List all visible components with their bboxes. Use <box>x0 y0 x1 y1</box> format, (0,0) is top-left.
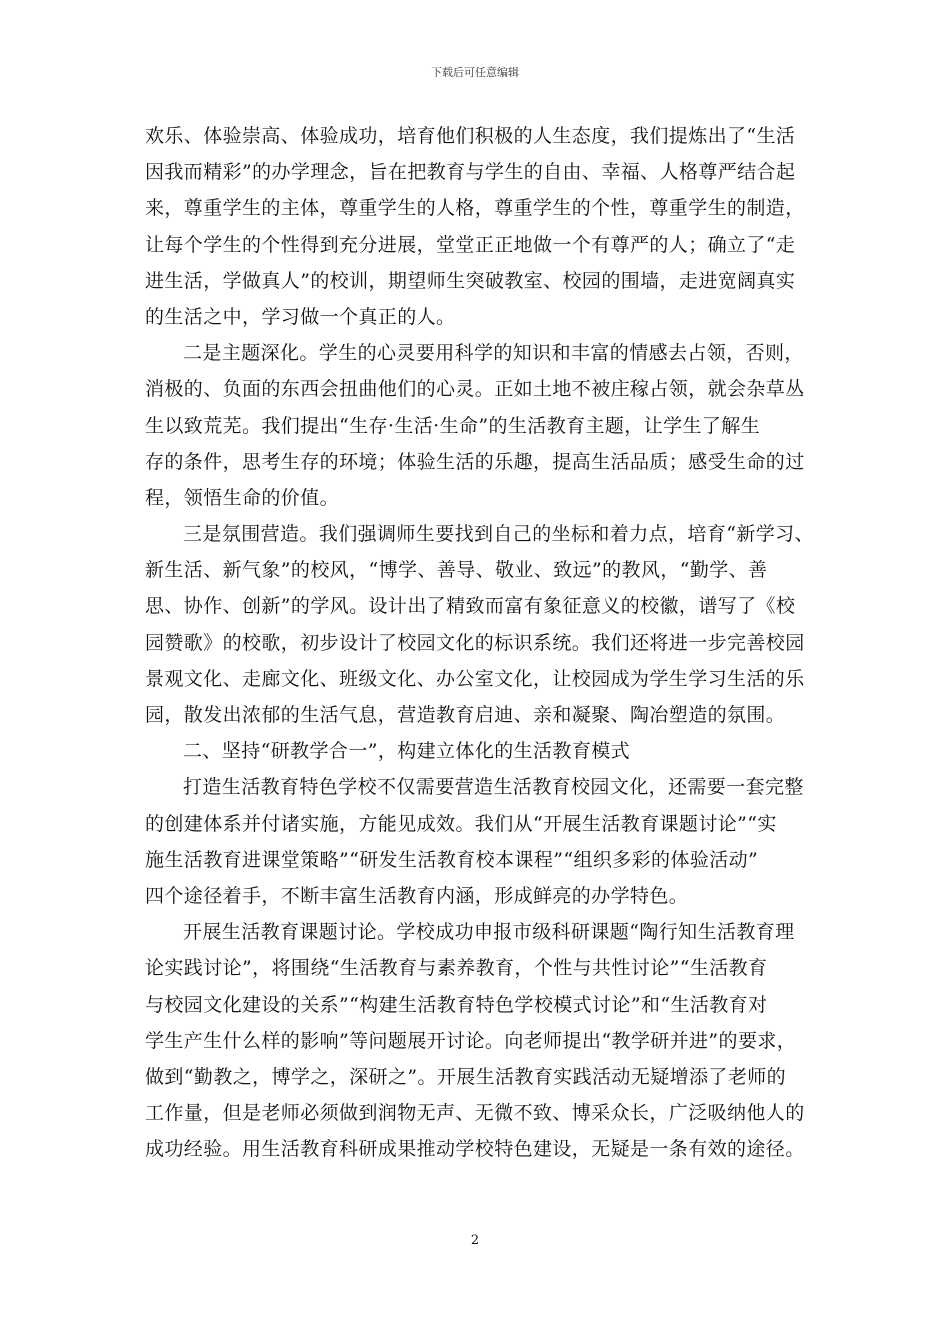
text-line: 与校园文化建设的关系”“构建生活教育特色学校模式讨论”和“生活教育对 <box>145 993 768 1016</box>
page-header: 下载后可任意编辑 <box>431 66 519 79</box>
text-line: 欢乐、体验崇高、体验成功，培育他们积极的人生态度，我们提炼出了“生活 <box>145 125 796 147</box>
text-line: 的生活之中，学习做一个真正的人。 <box>145 305 456 328</box>
text-line: 成功经验。用生活教育科研成果推动学校特色建设，无疑是一条有效的途径。 <box>145 1138 805 1161</box>
text-line: 景观文化、走廊文化、班级文化、办公室文化，让校园成为学生学习生活的乐 <box>145 667 805 690</box>
text-line: 工作量，但是老师必须做到润物无声、无微不致、博采众长，广泛吸纳他人的 <box>145 1102 805 1125</box>
text-line: 来，尊重学生的主体，尊重学生的人格，尊重学生的个性，尊重学生的制造， <box>145 197 805 220</box>
text-line: 二是主题深化。学生的心灵要用科学的知识和丰富的情感去占领，否则， <box>183 342 804 365</box>
text-line: 园，散发出浓郁的生活气息，营造教育启迪、亲和凝聚、陶冶塑造的氛围。 <box>145 704 786 726</box>
page-number: 2 <box>470 1233 480 1248</box>
text-line: 做到“勤教之，博学之，深研之”。开展生活教育实践活动无疑增添了老师的 <box>145 1065 787 1088</box>
text-line: 论实践讨论”，将围绕“生活教育与素养教育，个性与共性讨论”“生活教育 <box>145 957 768 980</box>
text-line: 学生产生什么样的影响”等问题展开讨论。向老师提出“教学研并进”的要求， <box>145 1029 797 1052</box>
text-line: 园赞歌》的校歌，初步设计了校园文化的标识系统。我们还将进一步完善校园 <box>145 631 805 654</box>
text-line: 四个途径着手，不断丰富生活教育内涵，形成鲜亮的办学特色。 <box>145 884 689 907</box>
text-line: 程，领悟生命的价值。 <box>145 486 340 509</box>
text-line: 消极的、负面的东西会扭曲他们的心灵。正如土地不被庄稼占领，就会杂草丛 <box>145 378 805 401</box>
text-line: 新生活、新气象”的校风，“博学、善导、敬业、致远”的教风，“勤学、善 <box>145 559 768 582</box>
text-line: 思、协作、创新”的学风。设计出了精致而富有象征意义的校徽，谱写了《校 <box>145 595 796 618</box>
text-line: 施生活教育进课堂策略”“研发生活教育校本课程”“组织多彩的体验活动” <box>145 848 759 871</box>
document-body <box>145 118 813 1167</box>
text-line: 让每个学生的个性得到充分进展，堂堂正正地做一个有尊严的人；确立了“走 <box>145 233 796 256</box>
text-line: 的创建体系并付诸实施，方能见成效。我们从“开展生活教育课题讨论”“实 <box>145 812 777 835</box>
text-line: 存的条件，思考生存的环境；体验生活的乐趣，提高生活品质；感受生命的过 <box>145 450 805 473</box>
text-line: 三是氛围营造。我们强调师生要找到自己的坐标和着力点，培育“新学习、 <box>183 523 814 546</box>
text-line: 二、坚持“研教学合一”，构建立体化的生活教育模式 <box>183 740 631 763</box>
text-line: 进生活，学做真人”的校训，期望师生突破教室、校园的围墙，走进宽阔真实 <box>145 269 796 292</box>
text-line: 打造生活教育特色学校不仅需要营造生活教育校园文化，还需要一套完整 <box>183 776 804 799</box>
text-line: 生以致荒芜。我们提出“生存·生活·生命”的生活教育主题，让学生了解生 <box>145 414 761 437</box>
text-line: 因我而精彩”的办学理念，旨在把教育与学生的自由、幸福、人格尊严结合起 <box>145 161 796 184</box>
text-line: 开展生活教育课题讨论。学校成功申报市级科研课题“陶行知生活教育理 <box>183 921 795 944</box>
